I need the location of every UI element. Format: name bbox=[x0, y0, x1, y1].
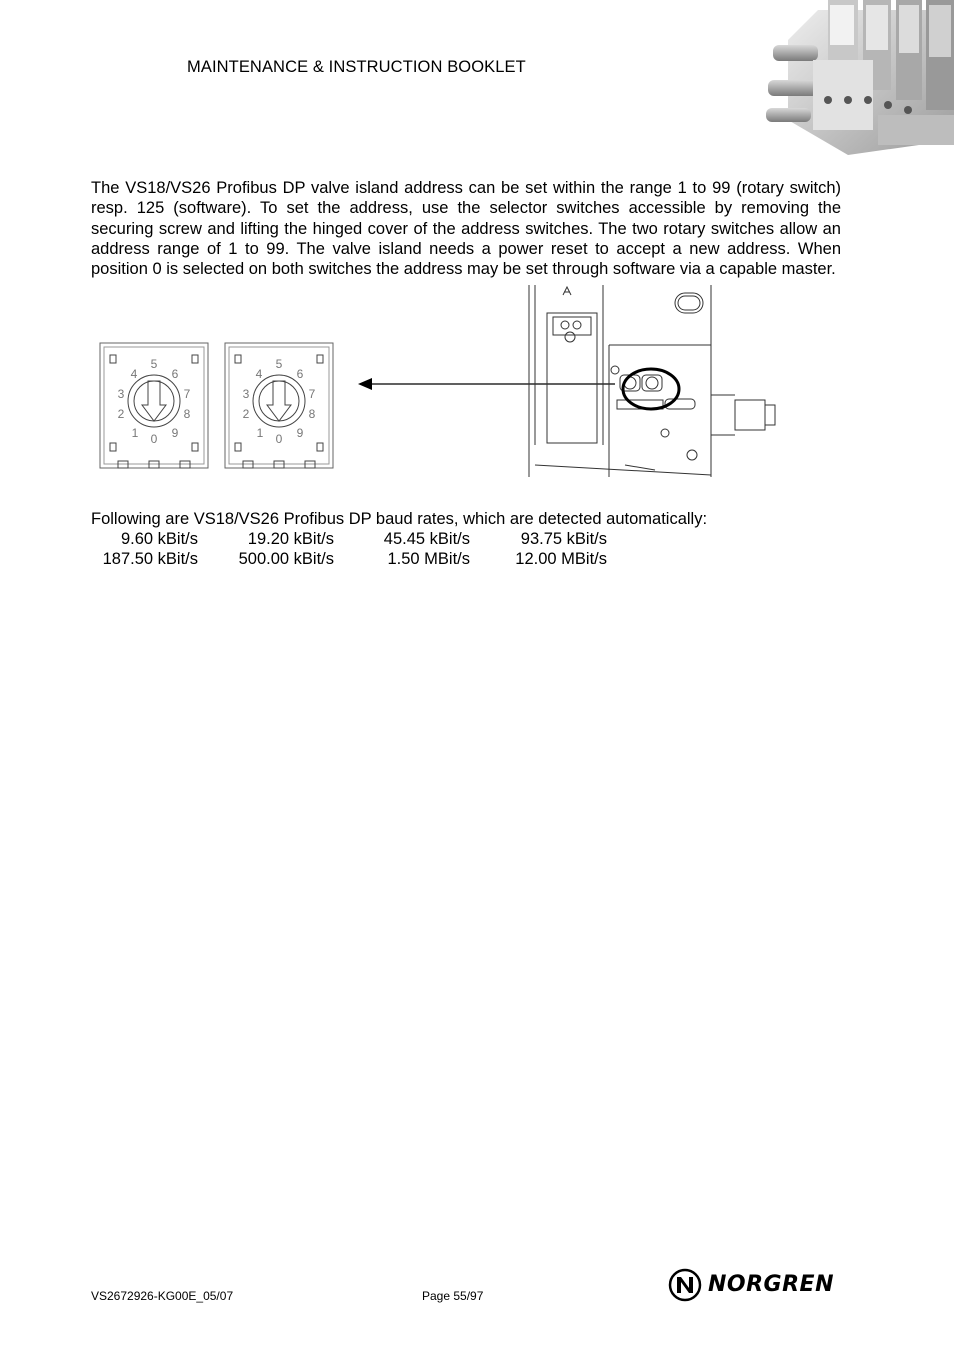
svg-text:4: 4 bbox=[255, 367, 263, 381]
svg-text:0: 0 bbox=[275, 432, 283, 446]
intro-paragraph: The VS18/VS26 Profibus DP valve island address can be set within the range 1 to 99 (rotary switch) resp. 125 (software). To set the address, use the selector switches accessible by removing the securing screw and lifting the hinged cover of the address switches. The two rotary switches allow an address range of 1 to 99. The valve island needs a power reset to accept a new address. When position 0 is selected on both switches the address may be set through software via a capable master. bbox=[91, 179, 841, 279]
baud-intro: Following are VS18/VS26 Profibus DP baud rates, which are detected automatically: bbox=[91, 510, 708, 528]
module-drawing bbox=[529, 285, 775, 477]
baud-rate: 500.00 kBit/s bbox=[238, 550, 334, 568]
switch-digit-1: 1 bbox=[131, 426, 139, 440]
baud-rate: 19.20 kBit/s bbox=[247, 530, 334, 548]
baud-rate: 187.50 kBit/s bbox=[102, 550, 198, 568]
baud-rate: 1.50 MBit/s bbox=[387, 550, 470, 568]
switch-digit-8: 8 bbox=[183, 407, 191, 421]
footer-doc-id: VS2672926-KG00E_05/07 bbox=[91, 1289, 234, 1303]
switch-digit-6: 6 bbox=[171, 367, 179, 381]
address-switch-diagram bbox=[95, 285, 785, 485]
baud-row bbox=[91, 530, 651, 550]
switch-digit-4: 4 bbox=[130, 367, 138, 381]
header-title: MAINTENANCE & INSTRUCTION BOOKLET bbox=[187, 58, 526, 76]
valve-island-photo bbox=[758, 0, 954, 160]
svg-text:1: 1 bbox=[256, 426, 264, 440]
svg-text:6: 6 bbox=[296, 367, 304, 381]
svg-text:3: 3 bbox=[242, 387, 250, 401]
baud-row bbox=[91, 550, 651, 570]
baud-rate-table bbox=[91, 530, 651, 570]
switch-digit-0: 0 bbox=[150, 432, 158, 446]
switch-digit-5: 5 bbox=[150, 357, 158, 371]
switch-digit-3: 3 bbox=[117, 387, 125, 401]
norgren-logo bbox=[668, 1268, 844, 1304]
svg-text:2: 2 bbox=[242, 407, 250, 421]
brand-name: NORGREN bbox=[708, 1272, 834, 1297]
baud-rate: 12.00 MBit/s bbox=[515, 550, 607, 568]
norgren-emblem-icon bbox=[668, 1268, 702, 1302]
footer-page-number: Page 55/97 bbox=[422, 1289, 484, 1303]
switch-digit-9: 9 bbox=[171, 426, 179, 440]
svg-text:7: 7 bbox=[308, 387, 316, 401]
baud-rate: 9.60 kBit/s bbox=[120, 530, 198, 548]
svg-text:8: 8 bbox=[308, 407, 316, 421]
baud-rate: 93.75 kBit/s bbox=[520, 530, 607, 548]
switch-digit-2: 2 bbox=[117, 407, 125, 421]
svg-text:5: 5 bbox=[275, 357, 283, 371]
svg-text:9: 9 bbox=[296, 426, 304, 440]
switch-digit-7: 7 bbox=[183, 387, 191, 401]
baud-rate: 45.45 kBit/s bbox=[383, 530, 470, 548]
